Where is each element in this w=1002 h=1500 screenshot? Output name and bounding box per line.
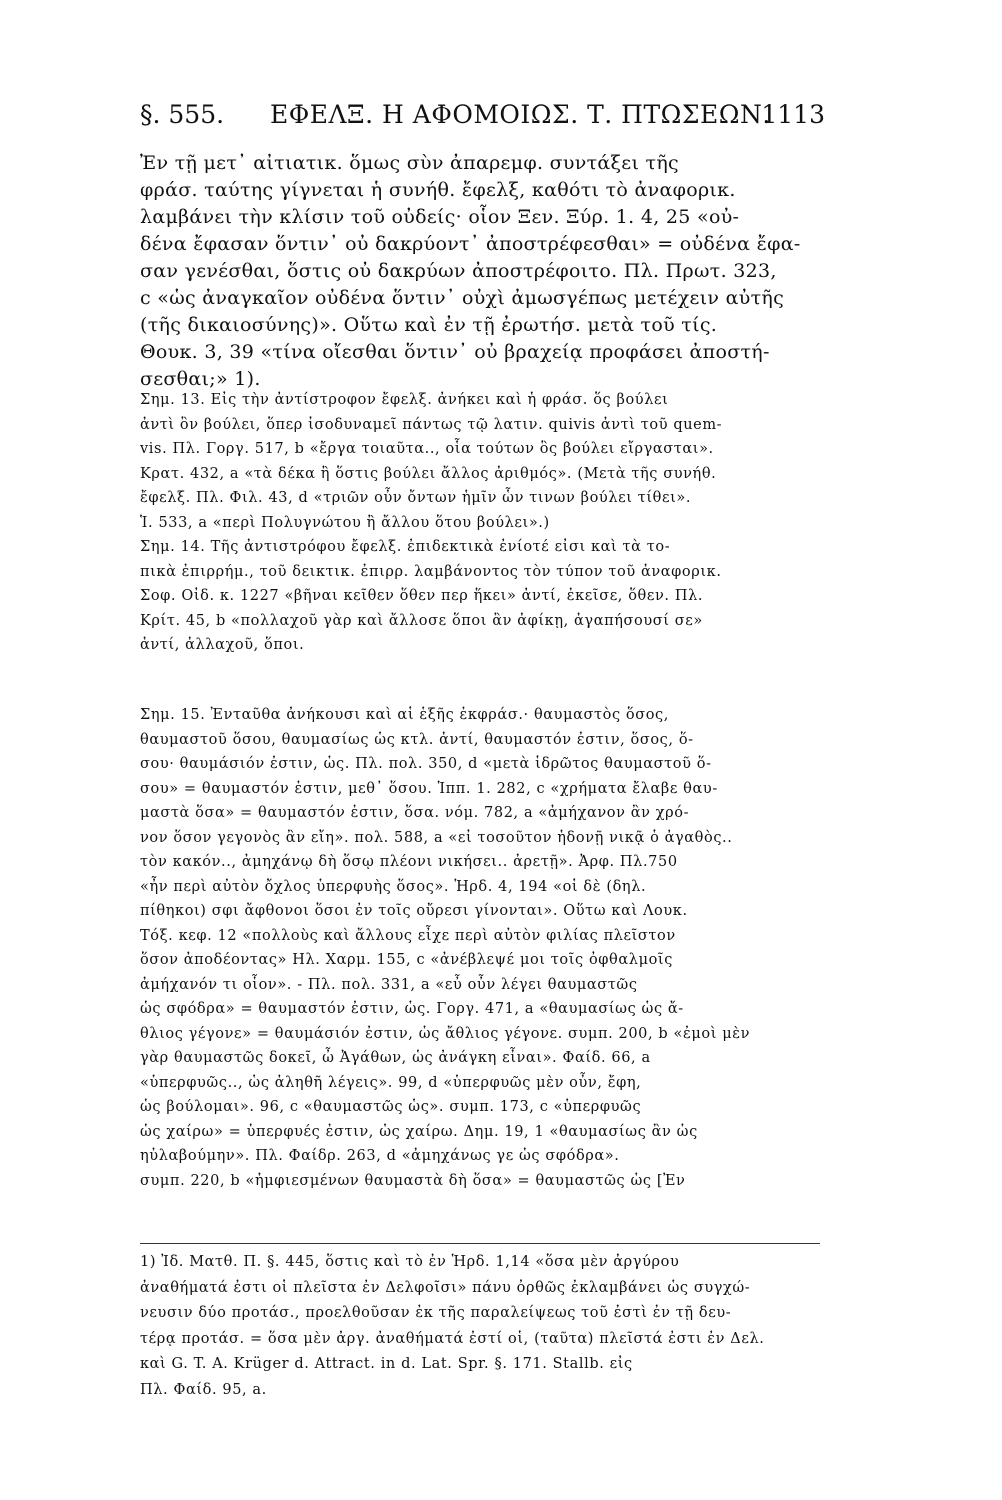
note-line: Σοφ. Οἰδ. κ. 1227 «βῆναι κεῖθεν ὅθεν περ ἥκει» ἀντί, ἐκεῖσε, ὅθεν. Πλ. [140, 588, 704, 604]
footnote [140, 1250, 825, 1403]
main-text-line: λαμβάνει τὴν κλίσιν τοῦ οὐδείς· οἷον Ξεν. Ξύρ. 1. 4, 25 «οὐ- [140, 206, 740, 228]
note-line: συμπ. 220, b «ἠμφιεσμένων θαυμαστὰ δὴ ὅσα» = θαυμαστῶς ὡς [Ἐν [140, 1172, 686, 1189]
note-line: γὰρ θαυμαστῶς δοκεῖ, ὦ Ἀγάθων, ὡς ἀνάγκη εἶναι». Φαίδ. 66, a [140, 1050, 651, 1066]
main-text [140, 150, 825, 393]
note-line: ἀντί, ἀλλαχοῦ, ὅποι. [140, 637, 305, 653]
note-line: πικὰ ἐπιρρήμ., τοῦ δεικτικ. ἐπιρρ. λαμβάνοντος τὸν τύπον τοῦ ἀναφορικ. [140, 563, 722, 580]
note-line: Κρατ. 432, a «τὰ δέκα ἢ ὅστις βούλει ἄλλος ἀριθμός». (Μετὰ τῆς συνήθ. [140, 465, 717, 482]
note-line: ὅσον ἀποδέοντας» Ηλ. Χαρμ. 155, c «ἀνέβλεψέ μοι τοῖς ὀφθαλμοῖς [140, 952, 673, 968]
footnote-line: 1) Ἰδ. Ματθ. Π. §. 445, ὅστις καὶ τὸ ἐν Ἡρδ. 1,14 «ὅσα μὲν ἀργύρου [140, 1254, 680, 1270]
note-line: ἀμήχανόν τι οἷον». - Πλ. πολ. 331, a «εὖ οὖν λέγει θαυμαστῶς [140, 976, 638, 993]
main-text-line: (τῆς δικαιοσύνης)». Οὕτω καὶ ἐν τῇ ἐρωτήσ. μετὰ τοῦ τίς. [140, 314, 718, 336]
note-line: θλιος γέγονε» = θαυμάσιόν ἐστιν, ὡς ἄθλιος γέγονε. συμπ. 200, b «ἐμοὶ μὲν [140, 1025, 751, 1042]
note-line: σου· θαυμάσιόν ἐστιν, ὡς. Πλ. πολ. 350, d «μετὰ ἱδρῶτος θαυμαστοῦ ὅ- [140, 756, 712, 772]
note-line: ηὐλαβούμην». Πλ. Φαίδρ. 263, d «ἀμηχάνως γε ὡς σφόδρα». [140, 1148, 620, 1164]
main-text-line: δένα ἔφασαν ὅντιν᾽ οὐ δακρύοντ᾽ ἀποστρέφεσθαι» = οὐδένα ἔφα- [140, 233, 801, 255]
note-line: θαυμαστοῦ ὅσου, θαυμασίως ὡς κτλ. ἀντί, θαυμαστόν ἐστιν, ὅσος, ὅ- [140, 731, 694, 748]
note-line: ὡς βούλομαι». 96, c «θαυμαστῶς ὡς». συμπ. 173, c «ὑπερφυῶς [140, 1099, 642, 1115]
note-line: πίθηκοι) σφι ἄφθονοι ὅσοι ἐν τοῖς οὔρεσι γίνονται». Οὕτω καὶ Λουκ. [140, 903, 688, 919]
footnote-line: ἀναθήματά ἐστι οἱ πλεῖστα ἐν Δελφοῖσι» πάνυ ὀρθῶς ἐκλαμβάνει ὡς συγχώ- [140, 1279, 751, 1296]
note-line: Ἱ. 533, a «περὶ Πολυγνώτου ἢ ἄλλου ὅτου βούλει».) [140, 514, 550, 531]
main-text-line: σαν γενέσθαι, ὅστις οὐ δακρύων ἀποστρέφοιτο. Πλ. Πρωτ. 323, [140, 260, 777, 282]
main-text-line: Θουκ. 3, 39 «τίνα οἴεσθαι ὅντιν᾽ οὐ βραχείᾳ προφάσει ἀποστή- [140, 341, 770, 363]
note-line: ὡς χαίρω» = ὑπερφυές ἐστιν, ὡς χαίρω. Δημ. 19, 1 «θαυμασίως ἂν ὡς [140, 1123, 698, 1140]
section-number: §. 555. [140, 100, 225, 129]
note-line: Κρίτ. 45, b «πολλαχοῦ γὰρ καὶ ἄλλοσε ὅποι ἂν ἀφίκῃ, ἀγαπήσουσί σε» [140, 612, 703, 629]
footnote-divider [140, 1243, 820, 1244]
note-line: Σημ. 15. Ἐνταῦθα ἀνήκουσι καὶ αἱ ἑξῆς ἐκφράσ.· θαυμαστὸς ὅσος, [140, 707, 669, 723]
note-line: νον ὅσον γεγονὸς ἂν εἴη». πολ. 588, a «εἰ τοσοῦτον ἡδονῇ νικᾷ ὁ ἀγαθὸς.. [140, 829, 733, 846]
main-text-line: σεσθαι;» 1). [140, 368, 261, 390]
main-text-line: Ἐν τῇ μετ᾽ αἰτιατικ. ὅμως σὺν ἀπαρεμφ. συντάξει τῆς [140, 152, 679, 174]
note-line: μαστὰ ὅσα» = θαυμαστόν ἐστιν, ὅσα. νόμ. 782, a «ἀμήχανον ἂν χρό- [140, 805, 690, 821]
running-title: ΕΦΕΛΞ. Η ΑΦΟΜΟΙΩΣ. Τ. ΠΤΩΣΕΩΝ. [270, 100, 771, 129]
notes-13-14 [140, 388, 825, 658]
note-line: Σημ. 13. Εἰς τὴν ἀντίστροφον ἔφελξ. ἀνήκει καὶ ἡ φράσ. ὅς βούλει [140, 392, 669, 408]
footnote-line: καὶ G. T. A. Krüger d. Attract. in d. Lat. Spr. §. 171. Stallb. εἰς [140, 1356, 633, 1372]
note-line: ἔφελξ. Πλ. Φιλ. 43, d «τριῶν οὖν ὄντων ἡμῖν ὧν τινων βούλει τίθει». [140, 490, 692, 506]
note-line: τὸν κακόν.., ἀμηχάνῳ δὴ ὅσῳ πλέονι νικήσει.. ἀρετῇ». Ἀρφ. Πλ.750 [140, 854, 678, 870]
note-line: vis. Πλ. Γοργ. 517, b «ἔργα τοιαῦτα.., οἷα τούτων ὃς βούλει εἴργασται». [140, 441, 714, 457]
note-line: «ἦν περὶ αὐτὸν ὄχλος ὑπερφυὴς ὅσος». Ἡρδ. 4, 194 «οἱ δὲ (δηλ. [140, 878, 647, 895]
main-text-line: c «ὡς ἀναγκαῖον οὐδένα ὅντιν᾽ οὐχὶ ἀμωσγέπως μετέχειν αὐτῆς [140, 287, 785, 309]
note-15 [140, 703, 825, 1193]
footnote-line: τέρᾳ προτάσ. = ὅσα μὲν ἀργ. ἀναθήματά ἐστί οἱ, (ταῦτα) πλεῖστά ἐστι ἐν Δελ. [140, 1330, 765, 1347]
page-number: 1113 [761, 100, 825, 129]
note-line: Σημ. 14. Τῆς ἀντιστρόφου ἔφελξ. ἐπιδεκτικὰ ἐνίοτέ εἰσι καὶ τὰ το- [140, 539, 671, 555]
note-line: ὡς σφόδρα» = θαυμαστόν ἐστιν, ὡς. Γοργ. 471, a «θαυμασίως ὡς ἄ- [140, 1001, 684, 1017]
note-line: «ὑπερφυῶς.., ὡς ἀληθῆ λέγεις». 99, d «ὑπερφυῶς μὲν οὖν, ἔφη, [140, 1074, 642, 1091]
main-text-line: φράσ. ταύτης γίγνεται ἡ συνήθ. ἔφελξ, καθότι τὸ ἀναφορικ. [140, 179, 736, 201]
note-line: σου» = θαυμαστόν ἐστιν, μεθ᾽ ὅσου. Ἱππ. 1. 282, c «χρήματα ἔλαβε θαυ- [140, 780, 718, 797]
footnote-line: νευσιν δύο προτάσ., προελθοῦσαν ἐκ τῆς παραλείψεως τοῦ ἐστὶ ἐν τῇ δευ- [140, 1305, 732, 1321]
note-line: ἀντὶ ὃν βούλει, ὅπερ ἰσοδυναμεῖ πάντως τῷ λατιν. quivis ἀντὶ τοῦ quem- [140, 416, 723, 433]
note-line: Τόξ. κεφ. 12 «πολλοὺς καὶ ἄλλους εἶχε περὶ αὐτὸν φιλίας πλεῖστον [140, 927, 676, 944]
running-header [140, 100, 825, 136]
footnote-line: Πλ. Φαίδ. 95, a. [140, 1381, 267, 1398]
